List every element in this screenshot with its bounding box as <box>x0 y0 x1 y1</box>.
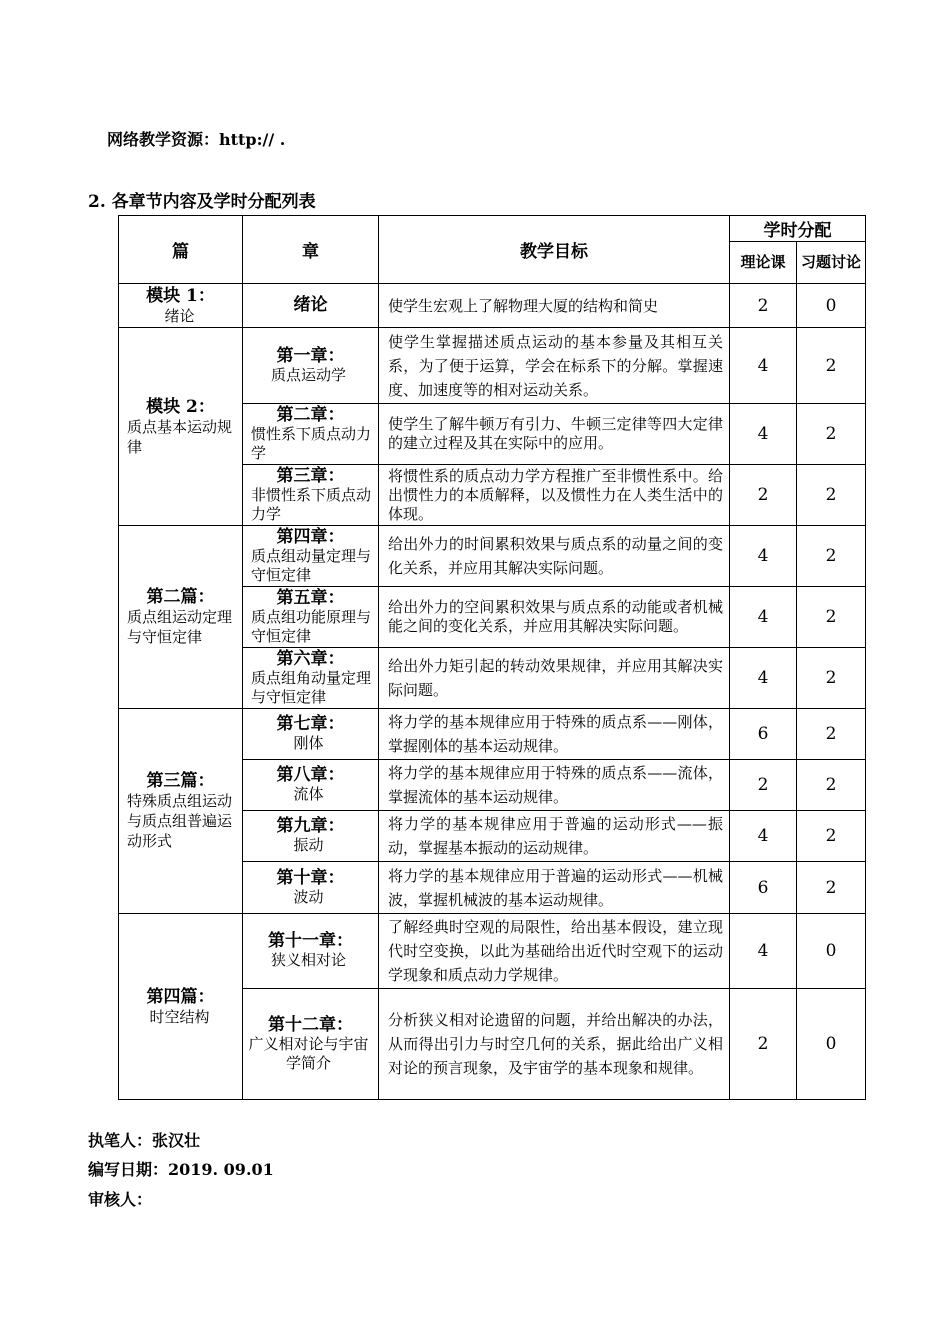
part-subtitle: 时空结构 <box>149 1007 210 1026</box>
goal-cell: 将力学的基本规律应用于普遍的运动形式——振动，掌握基本振动的运动规律。 <box>379 811 730 862</box>
part-title: 模块 2： <box>146 396 215 417</box>
part-cell <box>119 709 243 914</box>
part-title: 第四篇： <box>146 986 215 1007</box>
chapter-cell <box>243 709 379 760</box>
part-cell <box>119 284 243 328</box>
chapter-cell <box>243 811 379 862</box>
goal-cell: 将力学的基本规律应用于特殊的质点系——流体，掌握流体的基本运动规律。 <box>379 760 730 811</box>
chapter-subtitle: 质点组动量定理与守恒定律 <box>251 546 372 584</box>
goal-cell: 将力学的基本规律应用于普遍的运动形式——机械波，掌握机械波的基本运动规律。 <box>379 862 730 914</box>
chapter-subtitle: 流体 <box>293 785 324 803</box>
exercise-hours: 2 <box>797 404 866 465</box>
part-title: 第三篇： <box>146 771 215 791</box>
part-title: 第二篇： <box>146 587 215 607</box>
header-part: 篇 <box>119 216 243 284</box>
goal-cell: 将惯性系的质点动力学方程推广至非惯性系中。给出惯性力的本质解释，以及惯性力在人类生活中的体现。 <box>379 465 730 526</box>
date-line: 编写日期：2019. 09.01 <box>88 1160 274 1179</box>
chapter-cell <box>243 284 379 328</box>
reviewer-line: 审核人： <box>88 1190 153 1209</box>
theory-hours: 6 <box>730 709 797 760</box>
header-goal: 教学目标 <box>379 216 730 284</box>
network-resources-line: 网络教学资源：http:// . <box>107 130 286 149</box>
goal-cell: 分析狭义相对论遗留的问题，并给出解决的办法，从而得出引力与时空几何的关系，据此给出广义相对论的预言现象，及宇宙学的基本现象和规律。 <box>379 989 730 1100</box>
chapter-subtitle: 质点组功能原理与守恒定律 <box>251 607 372 645</box>
part-subtitle: 特殊质点组运动与质点组普遍运动形式 <box>127 792 233 850</box>
goal-cell: 了解经典时空观的局限性，给出基本假设，建立现代时空变换，以此为基础给出近代时空观下的运动学现象和质点动力学规律。 <box>379 914 730 989</box>
exercise-hours: 2 <box>797 811 866 862</box>
chapter-title: 第十章： <box>276 867 345 888</box>
chapter-cell <box>243 587 379 648</box>
chapter-title: 绪论 <box>293 295 328 315</box>
chapter-subtitle: 振动 <box>293 836 324 854</box>
exercise-hours: 2 <box>797 648 866 709</box>
theory-hours: 2 <box>730 989 797 1100</box>
exercise-hours: 2 <box>797 328 866 404</box>
author-line: 执笔人：张汉壮 <box>88 1131 201 1150</box>
theory-hours: 4 <box>730 811 797 862</box>
goal-cell: 给出外力的时间累积效果与质点系的动量之间的变化关系，并应用其解决实际问题。 <box>379 526 730 587</box>
theory-hours: 6 <box>730 862 797 914</box>
chapter-title: 第八章： <box>276 765 345 785</box>
part-subtitle: 质点组运动定理与守恒定律 <box>127 608 233 646</box>
header-hours: 学时分配 <box>730 216 866 242</box>
header-exercise: 习题讨论 <box>797 242 866 284</box>
schedule-table <box>118 215 866 1100</box>
exercise-hours: 2 <box>797 587 866 648</box>
chapter-cell <box>243 648 379 709</box>
goal-cell: 给出外力的空间累积效果与质点系的动能或者机械能之间的变化关系，并应用其解决实际问题。 <box>379 587 730 648</box>
theory-hours: 2 <box>730 760 797 811</box>
section-title: 2. 各章节内容及学时分配列表 <box>88 192 316 212</box>
chapter-cell <box>243 404 379 465</box>
exercise-hours: 2 <box>797 526 866 587</box>
chapter-subtitle: 波动 <box>293 887 324 906</box>
theory-hours: 4 <box>730 648 797 709</box>
chapter-title: 第四章： <box>276 526 345 547</box>
exercise-hours: 0 <box>797 989 866 1100</box>
chapter-title: 第三章： <box>276 465 345 486</box>
chapter-cell <box>243 989 379 1100</box>
chapter-title: 第十二章： <box>268 1014 353 1035</box>
goal-cell: 使学生了解牛顿万有引力、牛顿三定律等四大定律的建立过程及其在实际中的应用。 <box>379 404 730 465</box>
exercise-hours: 0 <box>797 914 866 989</box>
theory-hours: 4 <box>730 587 797 648</box>
header-theory: 理论课 <box>730 242 797 284</box>
exercise-hours: 2 <box>797 709 866 760</box>
chapter-subtitle: 质点运动学 <box>270 365 346 384</box>
chapter-subtitle: 狭义相对论 <box>270 951 346 969</box>
part-cell <box>119 914 243 1100</box>
theory-hours: 4 <box>730 914 797 989</box>
exercise-hours: 0 <box>797 284 866 328</box>
goal-cell: 使学生宏观上了解物理大厦的结构和简史 <box>379 284 730 328</box>
header-chapter: 章 <box>243 216 379 284</box>
theory-hours: 2 <box>730 284 797 328</box>
exercise-hours: 2 <box>797 465 866 526</box>
chapter-title: 第二章： <box>276 404 345 425</box>
chapter-subtitle: 刚体 <box>293 734 324 752</box>
chapter-cell <box>243 914 379 989</box>
chapter-title: 第五章： <box>276 587 345 608</box>
chapter-cell <box>243 465 379 526</box>
chapter-subtitle: 广义相对论与宇宙学简介 <box>248 1034 369 1072</box>
chapter-title: 第六章： <box>276 648 345 669</box>
theory-hours: 4 <box>730 404 797 465</box>
chapter-subtitle: 质点组角动量定理与守恒定律 <box>251 668 372 706</box>
chapter-cell <box>243 328 379 404</box>
exercise-hours: 2 <box>797 760 866 811</box>
chapter-subtitle: 惯性系下质点动力学 <box>251 424 372 462</box>
chapter-cell <box>243 526 379 587</box>
theory-hours: 4 <box>730 526 797 587</box>
chapter-subtitle: 非惯性系下质点动力学 <box>251 485 372 523</box>
chapter-title: 第十一章： <box>268 931 353 951</box>
exercise-hours: 2 <box>797 862 866 914</box>
chapter-cell <box>243 760 379 811</box>
part-cell <box>119 328 243 526</box>
goal-cell: 给出外力矩引起的转动效果规律，并应用其解决实际问题。 <box>379 648 730 709</box>
chapter-title: 第九章： <box>276 816 345 836</box>
theory-hours: 4 <box>730 328 797 404</box>
chapter-title: 第七章： <box>276 714 345 734</box>
goal-cell: 将力学的基本规律应用于特殊的质点系——刚体，掌握刚体的基本运动规律。 <box>379 709 730 760</box>
chapter-cell <box>243 862 379 914</box>
part-title: 模块 1： <box>146 285 215 306</box>
theory-hours: 2 <box>730 465 797 526</box>
chapter-title: 第一章： <box>276 345 345 366</box>
goal-cell: 使学生掌握描述质点运动的基本参量及其相互关系，为了便于运算，学会在标系下的分解。掌握速度、加速度等的相对运动关系。 <box>379 328 730 404</box>
part-subtitle: 绪论 <box>164 306 195 325</box>
part-subtitle: 质点基本运动规律 <box>127 417 233 456</box>
part-cell <box>119 526 243 709</box>
